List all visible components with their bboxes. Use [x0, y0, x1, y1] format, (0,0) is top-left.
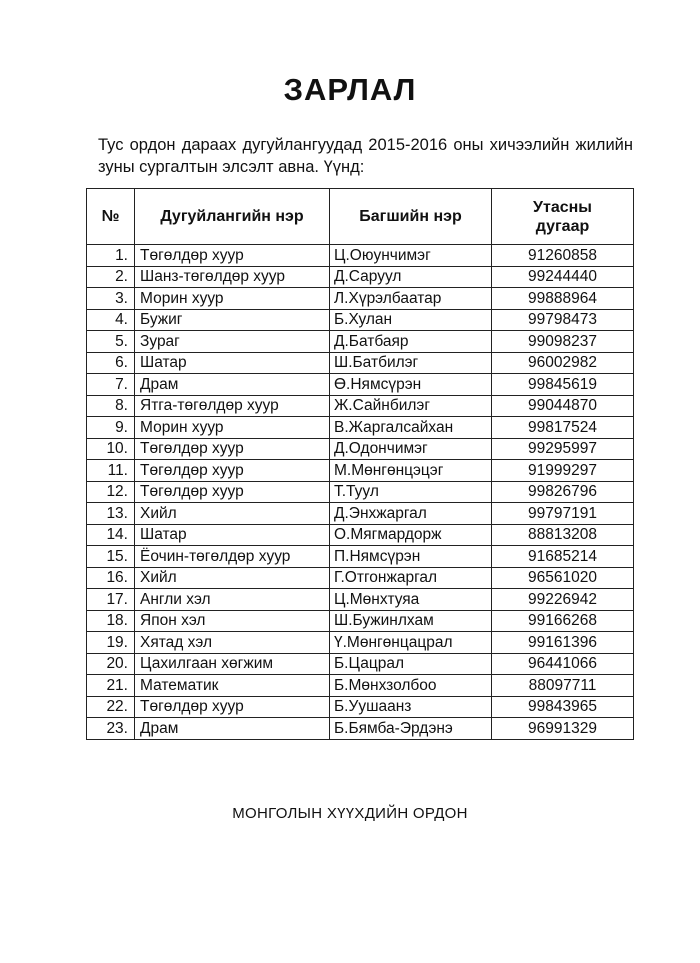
header-phone-number	[492, 189, 634, 245]
header-teacher-name: Багшийн нэр	[330, 189, 492, 245]
teacher-name: Л.Хүрэлбаатар	[330, 288, 492, 310]
table-row	[87, 481, 634, 503]
header-number: №	[87, 189, 135, 245]
phone-number: 99166268	[492, 610, 634, 632]
teacher-name: Т.Туул	[330, 481, 492, 503]
phone-number: 99888964	[492, 288, 634, 310]
club-name: Төгөлдөр хуур	[135, 245, 330, 267]
club-name: Шатар	[135, 352, 330, 374]
phone-number: 99845619	[492, 374, 634, 396]
table-row	[87, 567, 634, 589]
table-row	[87, 352, 634, 374]
table-row	[87, 632, 634, 654]
teacher-name: Ө.Нямсүрэн	[330, 374, 492, 396]
intro-paragraph: Тус ордон дараах дугуйлангуудад 2015-2016 оны хичээлийн жилийн зуны сургалтын элсэлт авна. Үүнд:	[98, 136, 633, 176]
row-number: 11.	[87, 460, 135, 482]
teacher-name: Б.Бямба-Эрдэнэ	[330, 718, 492, 740]
teacher-name: Ш.Батбилэг	[330, 352, 492, 374]
row-number: 13.	[87, 503, 135, 525]
row-number: 6.	[87, 352, 135, 374]
table-row	[87, 245, 634, 267]
table-row	[87, 417, 634, 439]
phone-number: 96561020	[492, 567, 634, 589]
club-name: Математик	[135, 675, 330, 697]
teacher-name: П.Нямсүрэн	[330, 546, 492, 568]
table-row	[87, 374, 634, 396]
club-name: Цахилгаан хөгжим	[135, 653, 330, 675]
teacher-name: М.Мөнгөнцэцэг	[330, 460, 492, 482]
teacher-name: Б.Мөнхзолбоо	[330, 675, 492, 697]
club-name: Морин хуур	[135, 417, 330, 439]
club-name: Япон хэл	[135, 610, 330, 632]
teacher-name: Б.Уушаанз	[330, 696, 492, 718]
phone-number: 88097711	[492, 675, 634, 697]
row-number: 1.	[87, 245, 135, 267]
phone-number: 99098237	[492, 331, 634, 353]
phone-number: 96441066	[492, 653, 634, 675]
row-number: 20.	[87, 653, 135, 675]
clubs-table	[86, 188, 634, 740]
table-row	[87, 675, 634, 697]
table-row	[87, 503, 634, 525]
club-name: Хятад хэл	[135, 632, 330, 654]
teacher-name: Б.Цацрал	[330, 653, 492, 675]
club-name: Хийл	[135, 567, 330, 589]
row-number: 23.	[87, 718, 135, 740]
table-row	[87, 438, 634, 460]
teacher-name: Д.Батбаяр	[330, 331, 492, 353]
club-name: Шатар	[135, 524, 330, 546]
row-number: 9.	[87, 417, 135, 439]
phone-number: 99843965	[492, 696, 634, 718]
club-name: Шанз-төгөлдөр хуур	[135, 266, 330, 288]
table-row	[87, 331, 634, 353]
phone-number: 99295997	[492, 438, 634, 460]
club-name: Драм	[135, 374, 330, 396]
phone-number: 96002982	[492, 352, 634, 374]
row-number: 15.	[87, 546, 135, 568]
phone-number: 99798473	[492, 309, 634, 331]
row-number: 21.	[87, 675, 135, 697]
phone-number: 91260858	[492, 245, 634, 267]
phone-number: 99161396	[492, 632, 634, 654]
club-name: Төгөлдөр хуур	[135, 460, 330, 482]
teacher-name: Ц.Мөнхтуяа	[330, 589, 492, 611]
phone-number: 99226942	[492, 589, 634, 611]
row-number: 10.	[87, 438, 135, 460]
club-name: Хийл	[135, 503, 330, 525]
row-number: 17.	[87, 589, 135, 611]
teacher-name: Ш.Бужинлхам	[330, 610, 492, 632]
row-number: 12.	[87, 481, 135, 503]
row-number: 7.	[87, 374, 135, 396]
row-number: 14.	[87, 524, 135, 546]
phone-number: 88813208	[492, 524, 634, 546]
club-name: Бужиг	[135, 309, 330, 331]
phone-number: 99797191	[492, 503, 634, 525]
club-name: Зураг	[135, 331, 330, 353]
table-row	[87, 524, 634, 546]
club-name: Морин хуур	[135, 288, 330, 310]
table-row	[87, 460, 634, 482]
club-name: Драм	[135, 718, 330, 740]
header-phone-line1: Утасны	[533, 198, 592, 216]
teacher-name: Д.Энхжаргал	[330, 503, 492, 525]
teacher-name: Б.Хулан	[330, 309, 492, 331]
teacher-name: Д.Саруул	[330, 266, 492, 288]
table-row	[87, 395, 634, 417]
teacher-name: Ү.Мөнгөнцацрал	[330, 632, 492, 654]
phone-number: 91685214	[492, 546, 634, 568]
row-number: 2.	[87, 266, 135, 288]
row-number: 19.	[87, 632, 135, 654]
teacher-name: Г.Отгонжаргал	[330, 567, 492, 589]
row-number: 16.	[87, 567, 135, 589]
table-header-row	[87, 189, 634, 245]
row-number: 5.	[87, 331, 135, 353]
club-name: Төгөлдөр хуур	[135, 481, 330, 503]
table-row	[87, 309, 634, 331]
row-number: 3.	[87, 288, 135, 310]
table-row	[87, 589, 634, 611]
teacher-name: В.Жаргалсайхан	[330, 417, 492, 439]
phone-number: 99044870	[492, 395, 634, 417]
row-number: 4.	[87, 309, 135, 331]
phone-number: 91999297	[492, 460, 634, 482]
table-row	[87, 288, 634, 310]
footer-organization: МОНГОЛЫН ХҮҮХДИЙН ОРДОН	[232, 805, 468, 822]
club-name: Ятга-төгөлдөр хуур	[135, 395, 330, 417]
table-row	[87, 546, 634, 568]
table-row	[87, 653, 634, 675]
phone-number: 99244440	[492, 266, 634, 288]
header-club-name: Дугуйлангийн нэр	[135, 189, 330, 245]
phone-number: 96991329	[492, 718, 634, 740]
club-name: Англи хэл	[135, 589, 330, 611]
table-row	[87, 610, 634, 632]
table-row	[87, 718, 634, 740]
teacher-name: Ц.Оюунчимэг	[330, 245, 492, 267]
club-name: Төгөлдөр хуур	[135, 438, 330, 460]
teacher-name: О.Мягмардорж	[330, 524, 492, 546]
club-name: Төгөлдөр хуур	[135, 696, 330, 718]
table-row	[87, 696, 634, 718]
table-row	[87, 266, 634, 288]
teacher-name: Д.Одончимэг	[330, 438, 492, 460]
teacher-name: Ж.Сайнбилэг	[330, 395, 492, 417]
header-phone-line2: дугаар	[535, 217, 590, 235]
phone-number: 99826796	[492, 481, 634, 503]
row-number: 8.	[87, 395, 135, 417]
table-body	[87, 245, 634, 740]
club-name: Ёочин-төгөлдөр хуур	[135, 546, 330, 568]
row-number: 18.	[87, 610, 135, 632]
page-title: ЗАРЛАЛ	[283, 72, 417, 107]
row-number: 22.	[87, 696, 135, 718]
phone-number: 99817524	[492, 417, 634, 439]
